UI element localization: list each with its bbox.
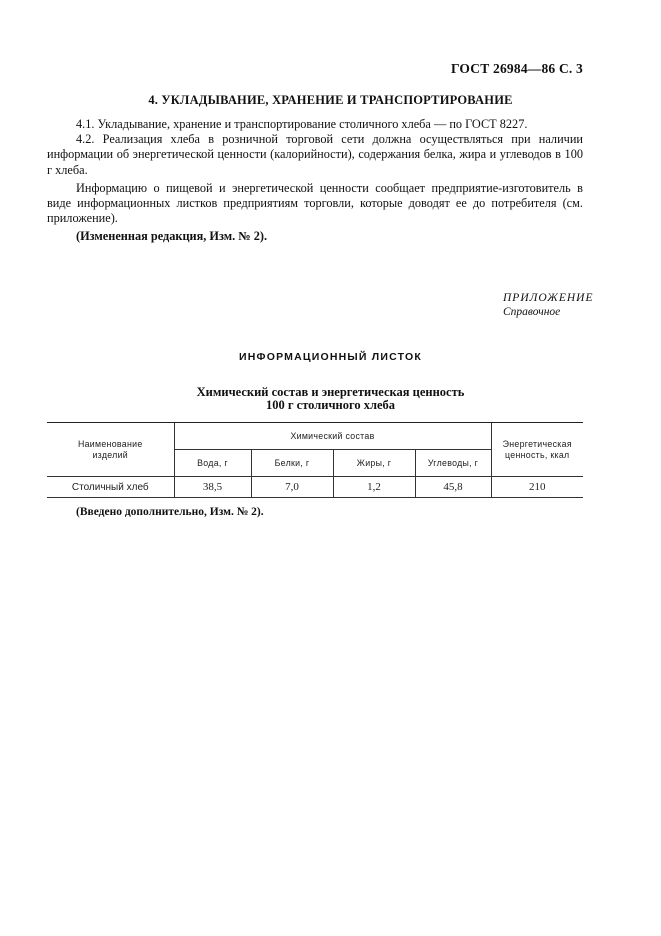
header-fat: Жиры, г: [333, 450, 415, 477]
amendment-note: (Измененная редакция, Изм. № 2).: [76, 229, 268, 244]
header-water: Вода, г: [174, 450, 251, 477]
paragraph-4-2: 4.2. Реализация хлеба в розничной торговой сети должна осуществляться при наличии информации об энергетической ценности (калорийности), содержания белка, жира и углеводов в 100 г хлеба.: [47, 132, 583, 177]
composition-table: [47, 422, 583, 498]
section-title: 4. УКЛАДЫВАНИЕ, ХРАНЕНИЕ И ТРАНСПОРТИРОВАНИЕ: [148, 93, 513, 107]
header-protein: Белки, г: [251, 450, 333, 477]
cell-protein: 7,0: [251, 477, 333, 498]
table-title-line2: 100 г столичного хлеба: [265, 398, 396, 412]
header-energy-value: Энергетическая ценность, ккал: [491, 423, 583, 477]
table-title: [0, 386, 661, 412]
cell-carbs: 45,8: [415, 477, 491, 498]
page-header: ГОСТ 26984—86 С. 3: [450, 61, 583, 76]
cell-water: 38,5: [174, 477, 251, 498]
header-chemical-composition: Химический состав: [174, 423, 491, 450]
added-note: (Введено дополнительно, Изм. № 2).: [76, 506, 264, 518]
paragraph-4-1: 4.1. Укладывание, хранение и транспортирование столичного хлеба — по ГОСТ 8227.: [76, 117, 528, 131]
header-carbs: Углеводы, г: [415, 450, 491, 477]
appendix-title: ПРИЛОЖЕНИЕ: [503, 292, 594, 304]
paragraph-info: Информацию о пищевой и энергетической ценности сообщает предприятие-изготовитель в виде информационных листков предприятиям торговли, которые доводят ее до потребителя (см. приложение).: [47, 180, 583, 226]
cell-energy: 210: [491, 477, 583, 498]
appendix-type: Справочное: [503, 306, 561, 318]
body-text: [47, 117, 583, 245]
cell-fat: 1,2: [333, 477, 415, 498]
cell-product-name: Столичный хлеб: [47, 477, 174, 498]
table-title-line1: Химический состав и энергетическая ценность: [196, 385, 465, 399]
info-sheet-title: ИНФОРМАЦИОННЫЙ ЛИСТОК: [239, 351, 422, 363]
header-product-name: Наименование изделий: [47, 423, 174, 477]
appendix-label: [503, 291, 594, 319]
table-row: [47, 477, 583, 498]
